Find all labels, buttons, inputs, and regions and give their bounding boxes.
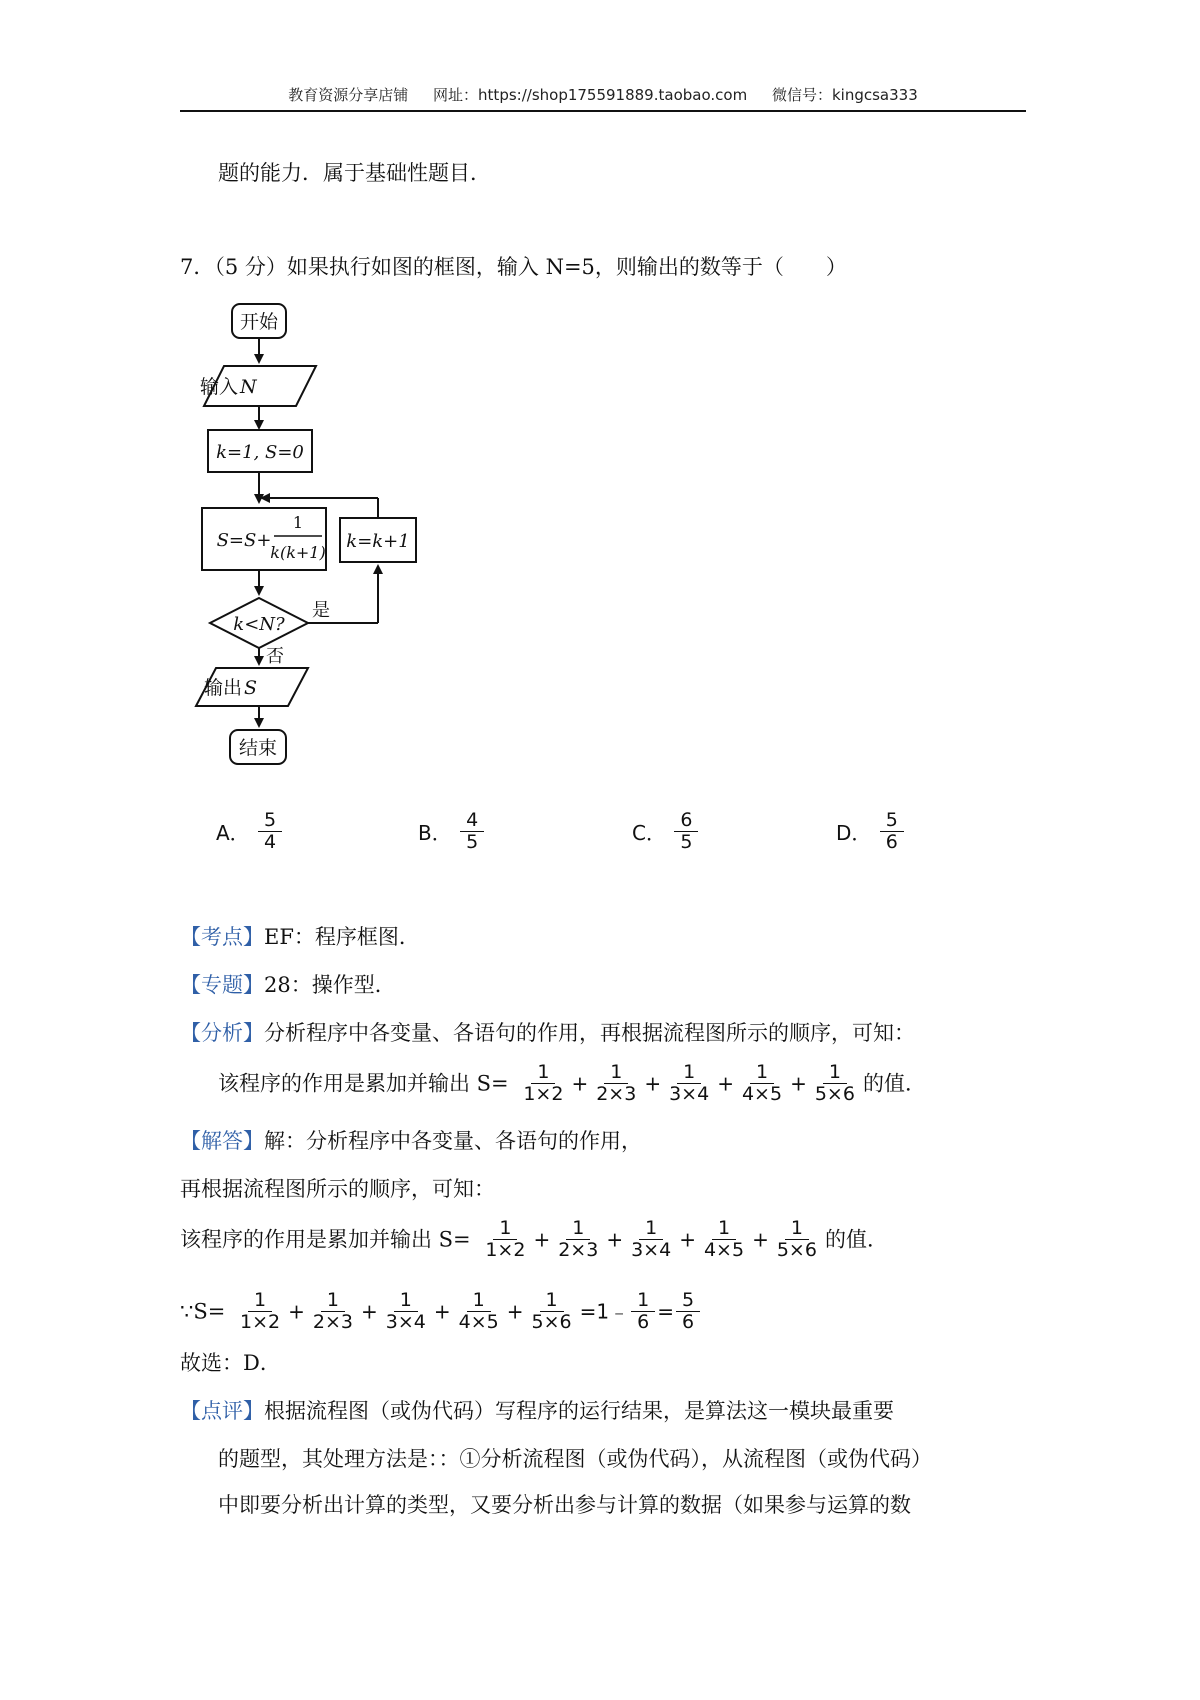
fenxi-line: 【分析】分析程序中各变量、各语句的作用，再根据流程图所示的顺序，可知： [180,1021,915,1045]
input-var: N [240,376,257,398]
input-label: 输入 [199,376,238,398]
jieda-tag: 【解答】 [180,1129,264,1153]
init-label: k=1, S=0 [216,442,304,463]
start-label: 开始 [239,311,279,333]
fenxi-formula: 该程序的作用是累加并输出 S= $\frac{1}{1\times 2}$ + $\frac{1}{2\times 3}$ + $\frac{1}{3\times 4}$ + $\frac{1}{4\times 5}$ + $\frac{1}{5\times 6}$ 的值． [218,1061,926,1105]
jieda-answer: 故选：D． [180,1351,281,1375]
header-url: 网址：https://shop175591889.taobao.com [433,86,748,104]
prev-answer-tail: 题的能力．属于基础性题目． [218,161,491,185]
condition-label: k<N? [233,614,285,635]
dianping-line-2: 的题型，其处理方法是：：①分析流程图（或伪代码），从流程图（或伪代码） [218,1447,932,1471]
flowchart [180,300,440,800]
dianping-line-1: 【点评】根据流程图（或伪代码）写程序的运行结果，是算法这一模块最重要 [180,1399,894,1423]
no-label: 否 [266,646,284,667]
jieda-line-1: 【解答】解：分析程序中各变量、各语句的作用， [180,1129,642,1153]
output-var: S [244,677,258,699]
question-stem: 7．（5 分）如果执行如图的框图，输入 N=5，则输出的数等于（ ） [180,255,847,279]
jieda-line-2: 再根据流程图所示的顺序，可知： [180,1177,495,1201]
zhuanti-line: 【专题】28：操作型． [180,973,396,997]
header-shop: 教育资源分享店铺 [288,86,409,104]
header-wechat: 微信号：kingcsa333 [771,86,918,104]
header-rule [180,110,1026,112]
option-d[interactable]: D． $\frac{5}{6}$ [836,810,906,853]
kaodian-line: 【考点】EF：程序框图． [180,925,420,949]
dianping-tag: 【点评】 [180,1399,264,1423]
jieda-sum: ∵S= $\frac{1}{1\times 2}$ + $\frac{1}{2\times 3}$ + $\frac{1}{3\times 4}$ + $\frac{1}{4\times 5}$ + $\frac{1}{5\times 6}$ =1﹣ $\frac{1}{6}$ = $\frac{5}{6}$ [180,1290,702,1333]
page-header [180,84,1026,105]
option-c[interactable]: C． $\frac{6}{5}$ [632,810,700,853]
yes-label: 是 [312,600,330,621]
assign-num: 1 [292,513,304,532]
option-b[interactable]: B． $\frac{4}{5}$ [418,810,486,853]
assign-den: k(k+1) [270,543,326,562]
option-a[interactable]: A． $\frac{5}{4}$ [216,810,284,853]
end-label: 结束 [238,737,278,759]
assign-lhs: S=S+ [216,530,272,551]
dianping-line-3: 中即要分析出计算的类型，又要分析出参与计算的数据（如果参与运算的数 [218,1493,911,1517]
output-label: 输出 [203,677,242,699]
jieda-formula: 该程序的作用是累加并输出 S= $\frac{1}{1\times 2}$ + $\frac{1}{2\times 3}$ + $\frac{1}{3\times 4}$ + $\frac{1}{4\times 5}$ + $\frac{1}{5\times 6}$ 的值． [180,1217,888,1261]
zhuanti-tag: 【专题】 [180,973,264,997]
increment-label: k=k+1 [346,531,410,552]
fenxi-tag: 【分析】 [180,1021,264,1045]
kaodian-tag: 【考点】 [180,925,264,949]
